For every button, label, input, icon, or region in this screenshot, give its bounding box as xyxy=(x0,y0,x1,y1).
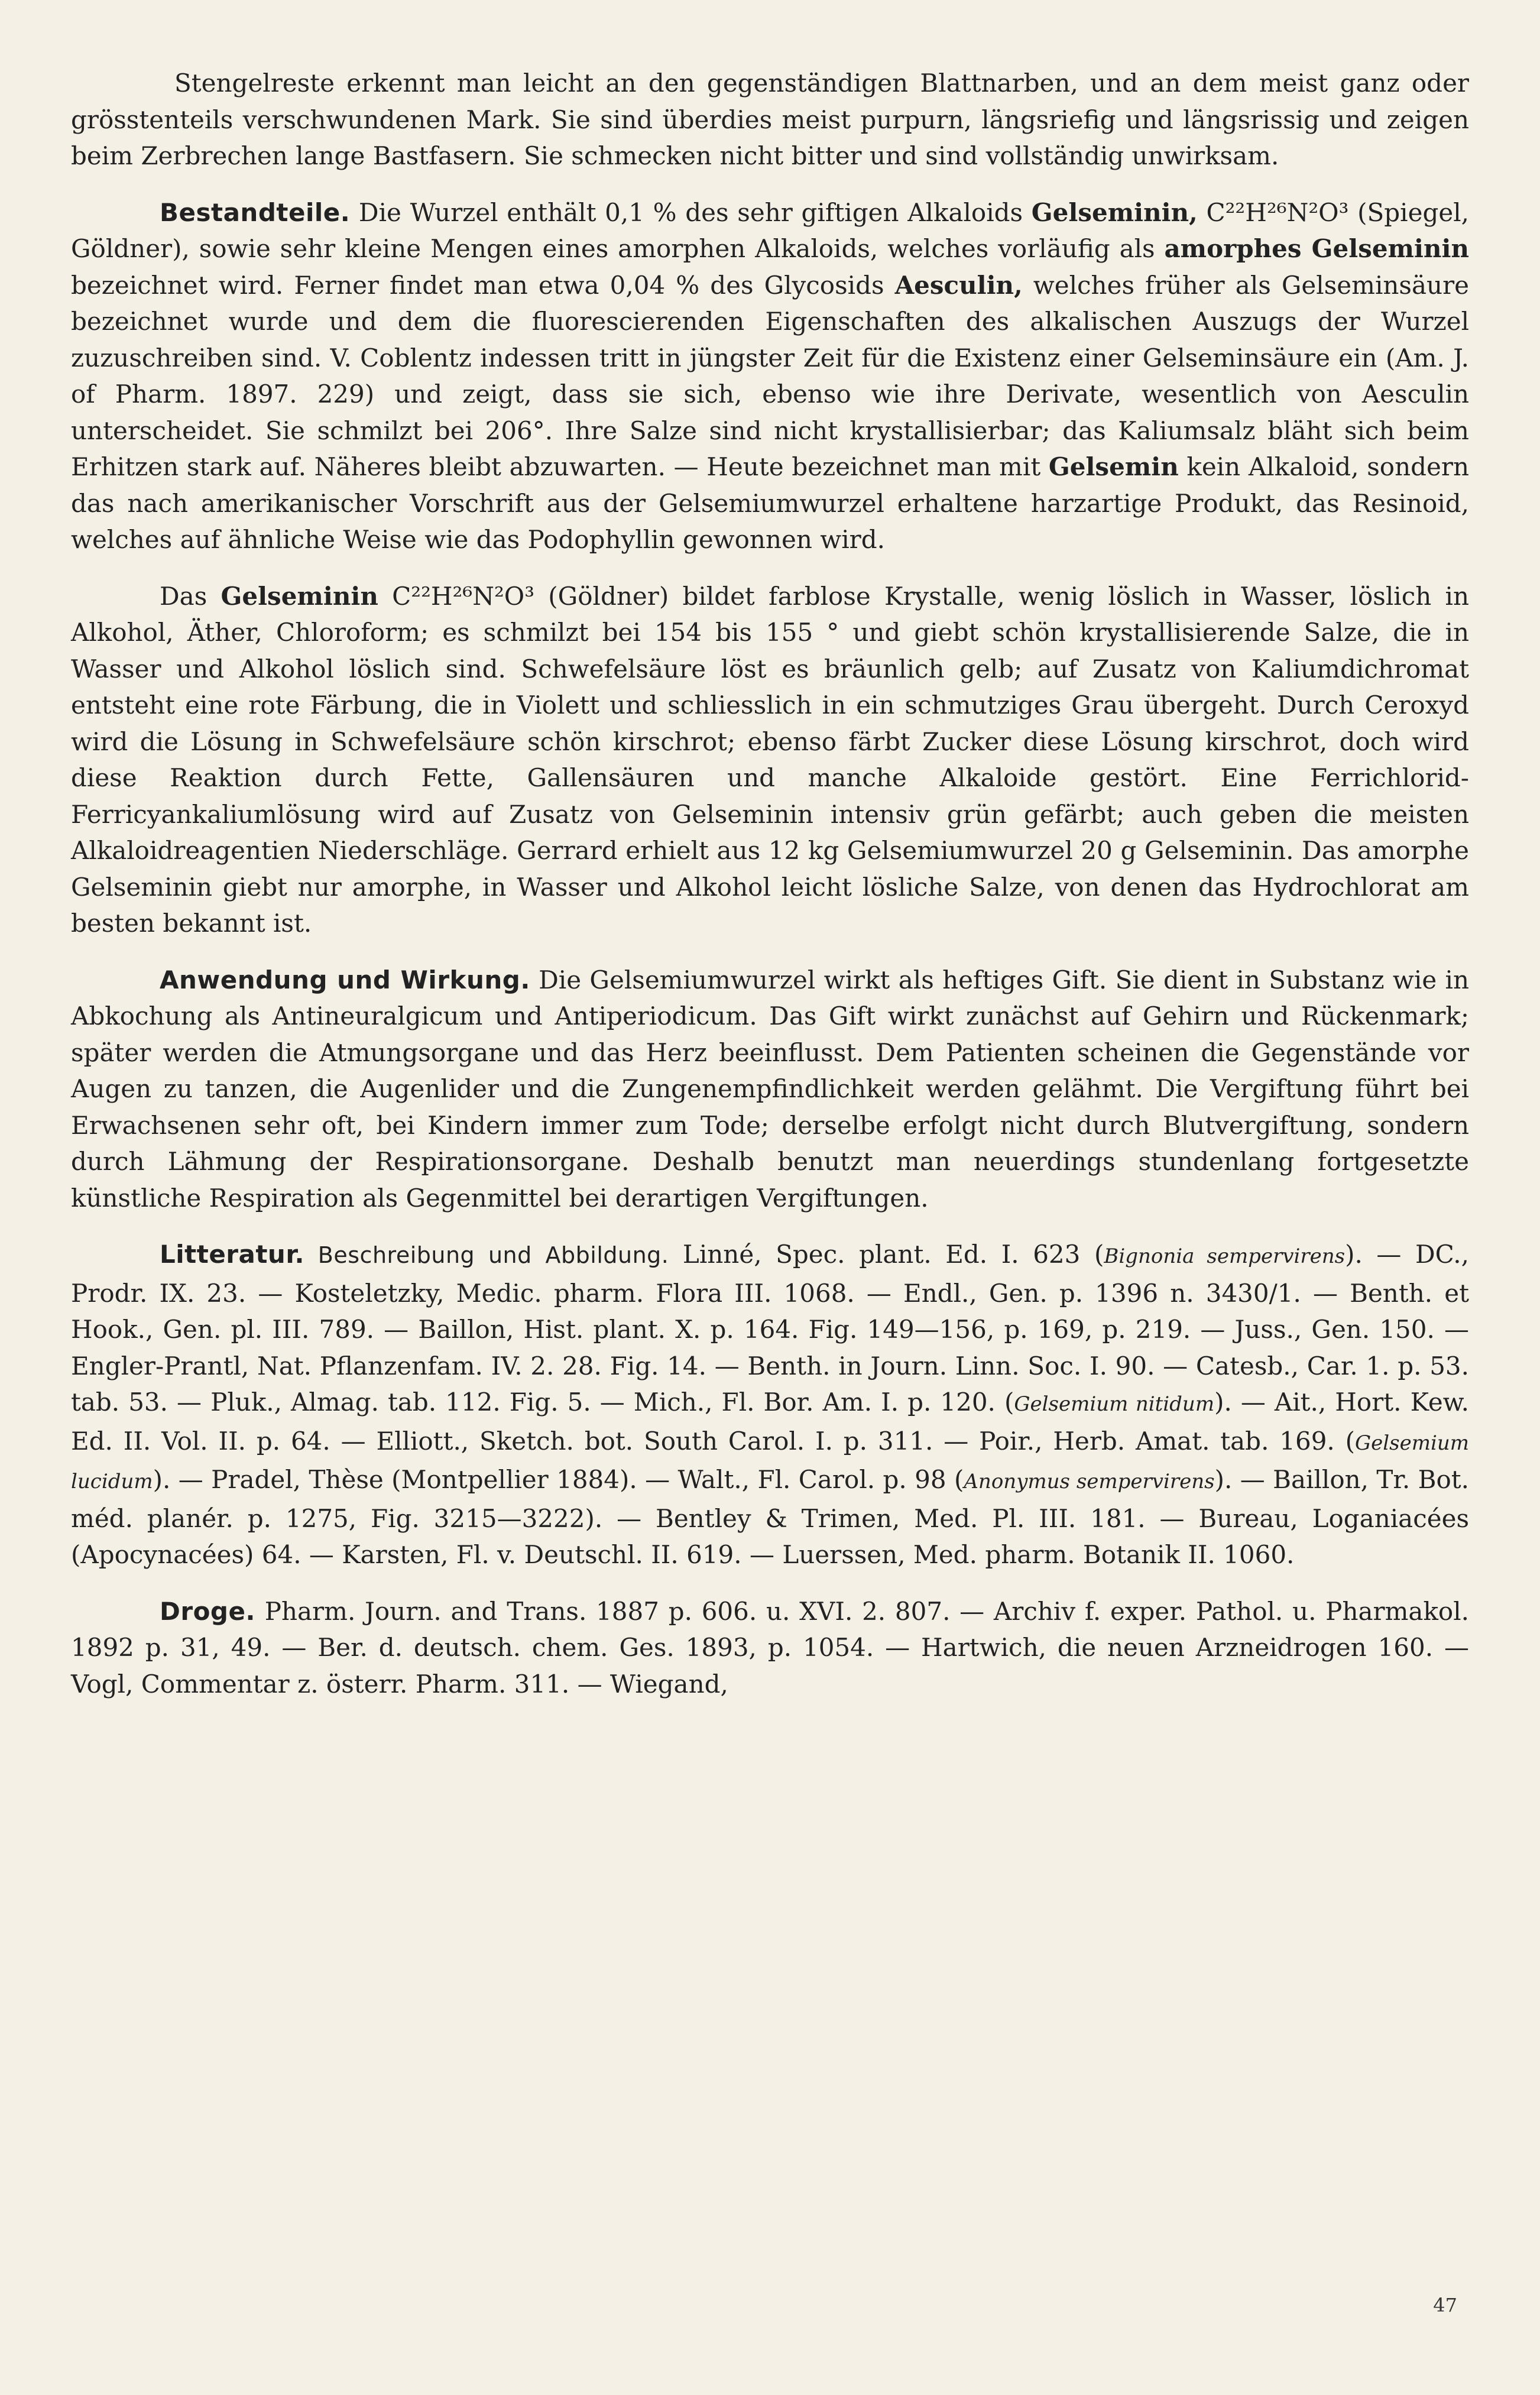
paragraph-litteratur: Litteratur. Beschreibung und Abbildung. Linné, Spec. plant. Ed. I. 623 (Bignonia sempervirens). — DC., Prodr. IX. 23. — Kosteletzky, Medic. pharm. Flora III. 1068. — Endl., Gen. p. 1396 n. 3430/1. — Benth. et Hook., Gen. pl. III. 789. — Baillon, Hist. plant. X. p. 164. Fig. 149—156, p. 169, p. 219. — Juss., Gen. 150. — Engler-Prantl, Nat. Pflanzenfam. IV. 2. 28. Fig. 14. — Benth. in Journ. Linn. Soc. I. 90. — Catesb., Car. 1. p. 53. tab. 53. — Pluk., Almag. tab. 112. Fig. 5. — Mich., Fl. Bor. Am. I. p. 120. (Gelsemium nitidum). — Ait., Hort. Kew. Ed. II. Vol. II. p. 64. — Elliott., Sketch. bot. South Carol. I. p. 311. — Poir., Herb. Amat. tab. 169. (Gelsemium lucidum). — Pradel, Thèse (Montpellier 1884). — Walt., Fl. Carol. p. 98 (Anonymus sempervirens). — Baillon, Tr. Bot. méd. planér. p. 1275, Fig. 3215—3222). — Bentley & Trimen, Med. Pl. III. 181. — Bureau, Loganiacées (Apocynacées) 64. — Karsten, Fl. v. Deutschl. II. 619. — Luerssen, Med. pharm. Botanik II. 1060. xyxy=(71,1240,1470,1569)
section-heading: Litteratur. xyxy=(160,1240,305,1269)
bold-term: Gelseminin, xyxy=(1031,197,1198,227)
bold-term: Gelsemin xyxy=(1048,452,1179,481)
paragraph-gelseminin: Das Gelseminin C²²H²⁶N²O³ (Göldner) bildet farblose Krystalle, wenig löslich in Wasser, löslich in Alkohol, Äther, Chloroform; es schmilzt bei 154 bis 155 ° und giebt schön krystallisierende Salze, die in Wasser und Alkohol löslich sind. Schwefelsäure löst es bräunlich gelb; auf Zusatz von Kaliumdichromat entsteht eine rote Färbung, die in Violett und schliesslich in ein schmutziges Grau übergeht. Durch Ceroxyd wird die Lösung in Schwefelsäure schön kirschrot; ebenso färbt Zucker diese Lösung kirschrot, doch wird diese Reaktion durch Fette, Gallensäuren und manche Alkaloide gestört. Eine Ferrichlorid-Ferricyankaliumlösung wird auf Zusatz von Gelseminin intensiv grün gefärbt; auch geben die meisten Alkaloidreagentien Niederschläge. Gerrard erhielt aus 12 kg Gelsemiumwurzel 20 g Gelseminin. Das amorphe Gelseminin giebt nur amorphe, in Wasser und Alkohol leicht lösliche Salze, von denen das Hydrochlorat am besten bekannt ist. xyxy=(71,581,1469,938)
italic-taxon: Gelsemium nitidum xyxy=(1014,1392,1215,1416)
document-page xyxy=(71,65,1469,2347)
paragraph-droge: Droge. Pharm. Journ. and Trans. 1887 p. 606. u. XVI. 2. 807. — Archiv f. exper. Pathol. u. Pharmakol. 1892 p. 31, 49. — Ber. d. deutsch. chem. Ges. 1893, p. 1054. — Hartwich, die neuen Arzneidrogen 160. — Vogl, Commentar z. österr. Pharm. 311. — Wiegand, xyxy=(71,1596,1469,1699)
bold-term: amorphes Gelseminin xyxy=(1164,234,1469,263)
paragraph-anwendung: Anwendung und Wirkung. Die Gelsemiumwurzel wirkt als heftiges Gift. Sie dient in Substanz wie in Abkochung als Antineuralgicum und Antiperiodicum. Das Gift wirkt zunächst auf Gehirn und Rückenmark; später werden die Atmungsorgane und das Herz beeinflusst. Dem Patienten scheinen die Gegenstände vor Augen zu tanzen, die Augenlider und die Zungenempfindlichkeit werden gelähmt. Die Vergiftung führt bei Erwachsenen sehr oft, bei Kindern immer zum Tode; derselbe erfolgt nicht durch Blutvergiftung, sondern durch Lähmung der Respirationsorgane. Deshalb benutzt man neuerdings stundenlang fortgesetzte künstliche Respiration als Gegenmittel bei derartigen Vergiftungen. xyxy=(71,965,1469,1213)
paragraph-text: Stengelreste erkennt man leicht an den gegenständigen Blattnarben, und an dem meist ganz oder grösstenteils verschwundenen Mark. Sie sind überdies meist purpurn, längsriefig und längsrissig und zeigen beim Zerbrechen lange Bastfasern. Sie schmecken nicht bitter und sind vollständig unwirksam. xyxy=(71,69,1469,170)
italic-taxon: Anonymus sempervirens xyxy=(964,1470,1215,1493)
section-heading: Anwendung und Wirkung. xyxy=(160,965,530,994)
paragraph-stengelreste xyxy=(71,65,1469,174)
italic-taxon: Gelsemium lucidum xyxy=(71,1431,1469,1493)
section-heading: Bestandteile. xyxy=(160,197,351,227)
section-heading: Droge. xyxy=(160,1596,255,1626)
paragraph-bestandteile: Bestandteile. Die Wurzel enthält 0,1 % des sehr giftigen Alkaloids Gelseminin, C²²H²⁶N²O³ (Spiegel, Göldner), sowie sehr kleine Mengen eines amorphen Alkaloids, welches vorläufig als amorphes Gelseminin bezeichnet wird. Ferner findet man etwa 0,04 % des Glycosids Aesculin, welches früher als Gelseminsäure bezeichnet wurde und dem die fluorescierenden Eigenschaften des alkalischen Auszugs der Wurzel zuzuschreiben sind. V. Coblentz indessen tritt in jüngster Zeit für die Existenz einer Gelseminsäure ein (Am. J. of Pharm. 1897. 229) und zeigt, dass sie sich, ebenso wie ihre Derivate, wesentlich von Aesculin unterscheidet. Sie schmilzt bei 206°. Ihre Salze sind nicht krystallisierbar; das Kaliumsalz bläht sich beim Erhitzen stark auf. Näheres bleibt abzuwarten. — Heute bezeichnet man mit Gelsemin kein Alkaloid, sondern das nach amerikanischer Vorschrift aus der Gelsemiumwurzel erhaltene harzartige Produkt, das Resinoid, welches auf ähnliche Weise wie das Podophyllin gewonnen wird. xyxy=(71,197,1469,554)
page-number: 47 xyxy=(1433,2294,1457,2316)
italic-taxon: Bignonia sempervirens xyxy=(1104,1245,1346,1268)
bold-term: Aesculin, xyxy=(894,270,1023,300)
section-subheading: Beschreibung und Abbildung. xyxy=(304,1242,669,1268)
bold-term: Gelseminin xyxy=(221,581,378,611)
